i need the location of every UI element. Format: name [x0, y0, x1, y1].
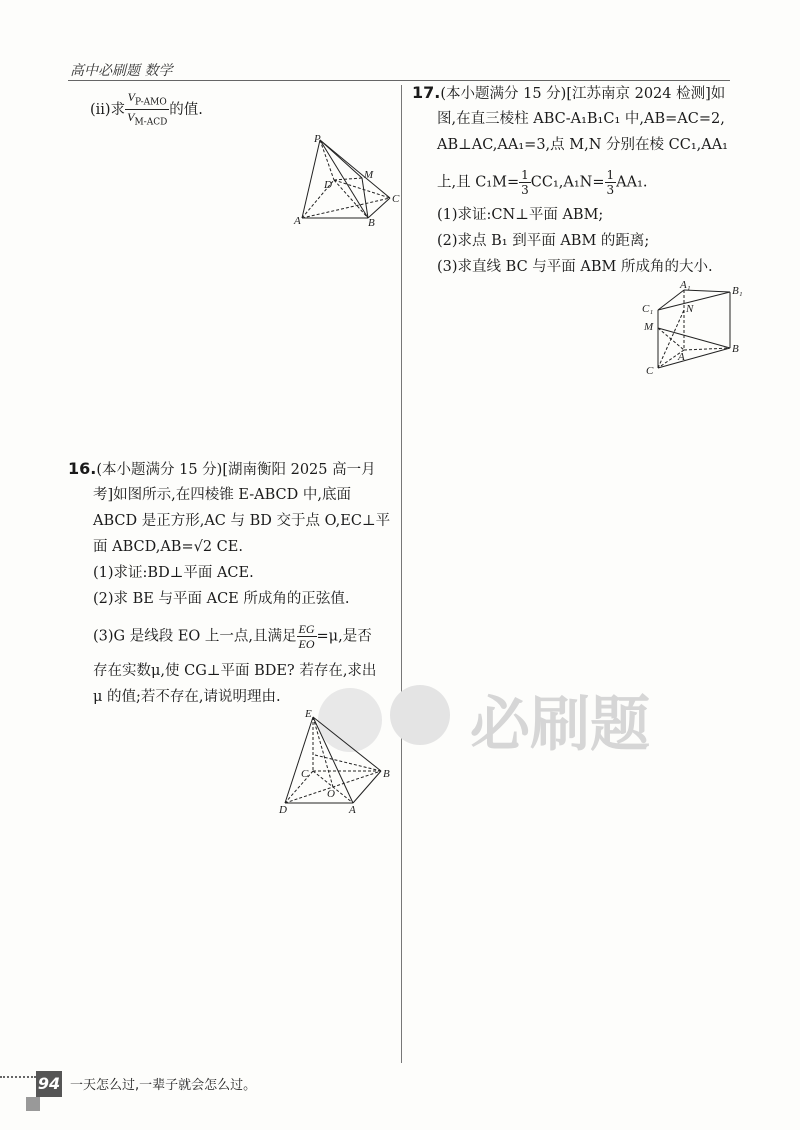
label-A1: A₁	[680, 279, 691, 291]
label-E: E	[305, 708, 312, 720]
label-C: C	[301, 768, 309, 780]
label-N: N	[686, 303, 694, 315]
figure-triangular-prism	[640, 280, 750, 380]
page-header: 高中必刷题 数学	[70, 63, 173, 79]
label-A: A	[349, 804, 356, 816]
label-O: O	[327, 788, 335, 800]
label-B: B	[383, 768, 390, 780]
prev-question-part-ii: (ii)求 $\frac{V_{P-AMO}}{V_{M-ACD}}$ 的值.	[90, 90, 203, 128]
question-number: 16.	[68, 459, 97, 478]
footer-motto: 一天怎么过,一辈子就会怎么过。	[70, 1078, 257, 1093]
label-P: P	[314, 133, 321, 145]
label-C1: C₁	[642, 303, 654, 315]
page-number: 94	[36, 1071, 62, 1097]
label-B: B	[732, 343, 739, 355]
volume-ratio-fraction: $\frac{V_{P-AMO}}{V_{M-ACD}}$	[127, 90, 168, 128]
watermark-text: 必刷题	[470, 690, 650, 760]
label-D: D	[279, 804, 287, 816]
label-C: C	[646, 365, 654, 377]
figure-pyramid-pamc	[290, 130, 400, 230]
label-D: D	[324, 179, 332, 191]
page-number-decoration	[26, 1097, 40, 1111]
label-A: A	[678, 351, 685, 363]
label-A: A	[294, 215, 301, 227]
question-number: 17.	[412, 83, 441, 102]
footer-dotted-line	[0, 1076, 36, 1078]
label-B1: B₁	[732, 285, 743, 297]
label-C: C	[392, 193, 400, 205]
label-M: M	[364, 169, 374, 181]
label-B: B	[368, 217, 375, 229]
figure-pyramid-eabcd	[275, 705, 395, 815]
column-divider	[401, 85, 402, 1063]
label-M: M	[644, 321, 654, 333]
